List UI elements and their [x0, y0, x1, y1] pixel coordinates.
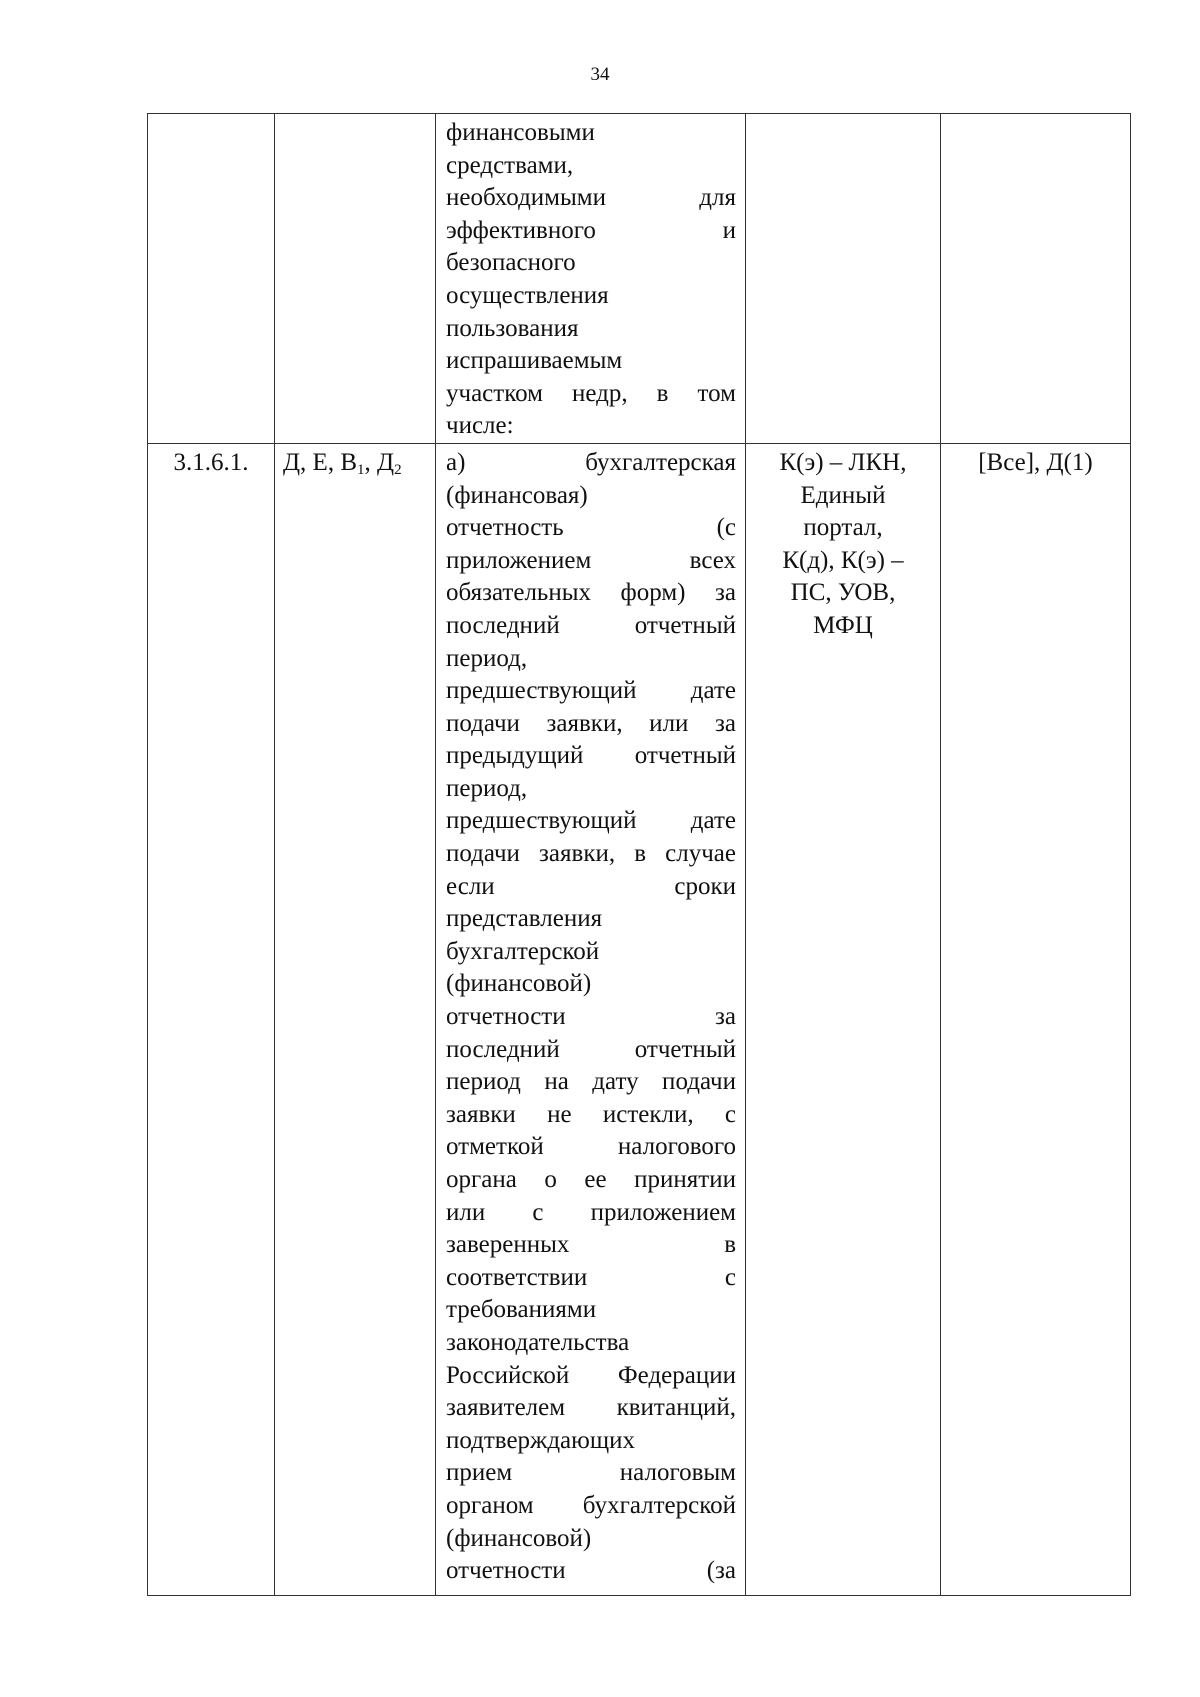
text-line: осуществления	[446, 281, 609, 309]
text-line: обязательных форм) за	[446, 579, 736, 607]
table-row-continuation	[148, 114, 1131, 444]
table-row-3-1-6-1	[148, 443, 1131, 1595]
text-line: подачи заявки, в случае	[446, 840, 736, 868]
text-line: прием налоговым	[446, 1459, 736, 1487]
codes-subscript-1: 1	[357, 461, 365, 478]
text-line: отчетность (с	[446, 514, 736, 542]
codes-main: Д, Е, В	[283, 448, 357, 476]
source-line: К(э) – ЛКН,	[779, 448, 907, 476]
text-line: (финансовая)	[446, 481, 588, 509]
source-line: портал,	[803, 514, 883, 542]
text-line: заверенных в	[446, 1231, 736, 1259]
text-line: если сроки	[446, 872, 736, 900]
requirements-table	[147, 113, 1131, 1596]
text-line: пользования	[446, 314, 579, 342]
text-line: испрашиваемым	[446, 347, 623, 375]
source-line: Единый	[800, 481, 886, 509]
text-line: подтверждающих	[446, 1426, 635, 1454]
text-line: законодательства	[446, 1328, 630, 1356]
cell-applicant-codes	[275, 443, 436, 1595]
text-line: безопасного	[446, 249, 576, 277]
text-line: период на дату подачи	[446, 1068, 736, 1096]
text-line: период,	[446, 774, 528, 802]
text-line: а) бухгалтерская	[446, 448, 736, 476]
codes-subscript-2: 2	[394, 461, 402, 478]
text-line: числе:	[446, 412, 514, 440]
text-line: представления	[446, 905, 603, 933]
text-line: финансовыми	[446, 119, 595, 146]
source-line: ПС, УОВ,	[790, 579, 896, 607]
text-line: (финансовой)	[446, 1524, 592, 1552]
text-line: органа о ее принятии	[446, 1166, 736, 1193]
cell-submission-method	[746, 443, 941, 1595]
text-line: приложением всех	[446, 546, 736, 574]
text-line: последний отчетный	[446, 1035, 736, 1063]
source-line: К(д), К(э) –	[782, 546, 904, 574]
text-line: предшествующий дате	[446, 807, 736, 835]
text-line: предшествующий дате	[446, 677, 736, 705]
text-line: эффективного и	[446, 216, 736, 244]
cell-item-number: 3.1.6.1.	[148, 443, 275, 1595]
text-line: заявки не истекли, с	[446, 1100, 736, 1128]
text-line: бухгалтерской	[446, 937, 600, 965]
text-line: (финансовой)	[446, 970, 592, 998]
cell-category-empty	[941, 114, 1131, 444]
cell-description-continuation	[436, 114, 746, 444]
text-line: последний отчетный	[446, 611, 736, 639]
text-line: отчетности (за	[446, 1557, 736, 1585]
text-line: отметкой налогового	[446, 1133, 736, 1161]
source-line: МФЦ	[813, 611, 873, 639]
text-line: период,	[446, 644, 528, 672]
page-number: 34	[590, 64, 610, 85]
text-line: Российской Федерации	[446, 1361, 736, 1389]
codes-separator: , Д	[364, 448, 395, 476]
cell-category: [Все], Д(1)	[941, 443, 1131, 1595]
text-line: или с приложением	[446, 1198, 736, 1226]
text-line: соответствии с	[446, 1263, 736, 1291]
text-line: средствами,	[446, 151, 574, 179]
text-line: требованиями	[446, 1296, 597, 1324]
cell-source-empty	[746, 114, 941, 444]
text-line: заявителем квитанций,	[446, 1394, 736, 1422]
cell-codes-empty	[275, 114, 436, 444]
cell-number-empty	[148, 114, 275, 444]
text-line: участком недр, в том	[446, 379, 736, 407]
text-line: необходимыми для	[446, 184, 736, 212]
cell-description	[436, 443, 746, 1595]
text-line: отчетности за	[446, 1003, 736, 1031]
text-line: подачи заявки, или за	[446, 709, 736, 737]
text-line: органом бухгалтерской	[446, 1491, 736, 1519]
text-line: предыдущий отчетный	[446, 742, 736, 770]
